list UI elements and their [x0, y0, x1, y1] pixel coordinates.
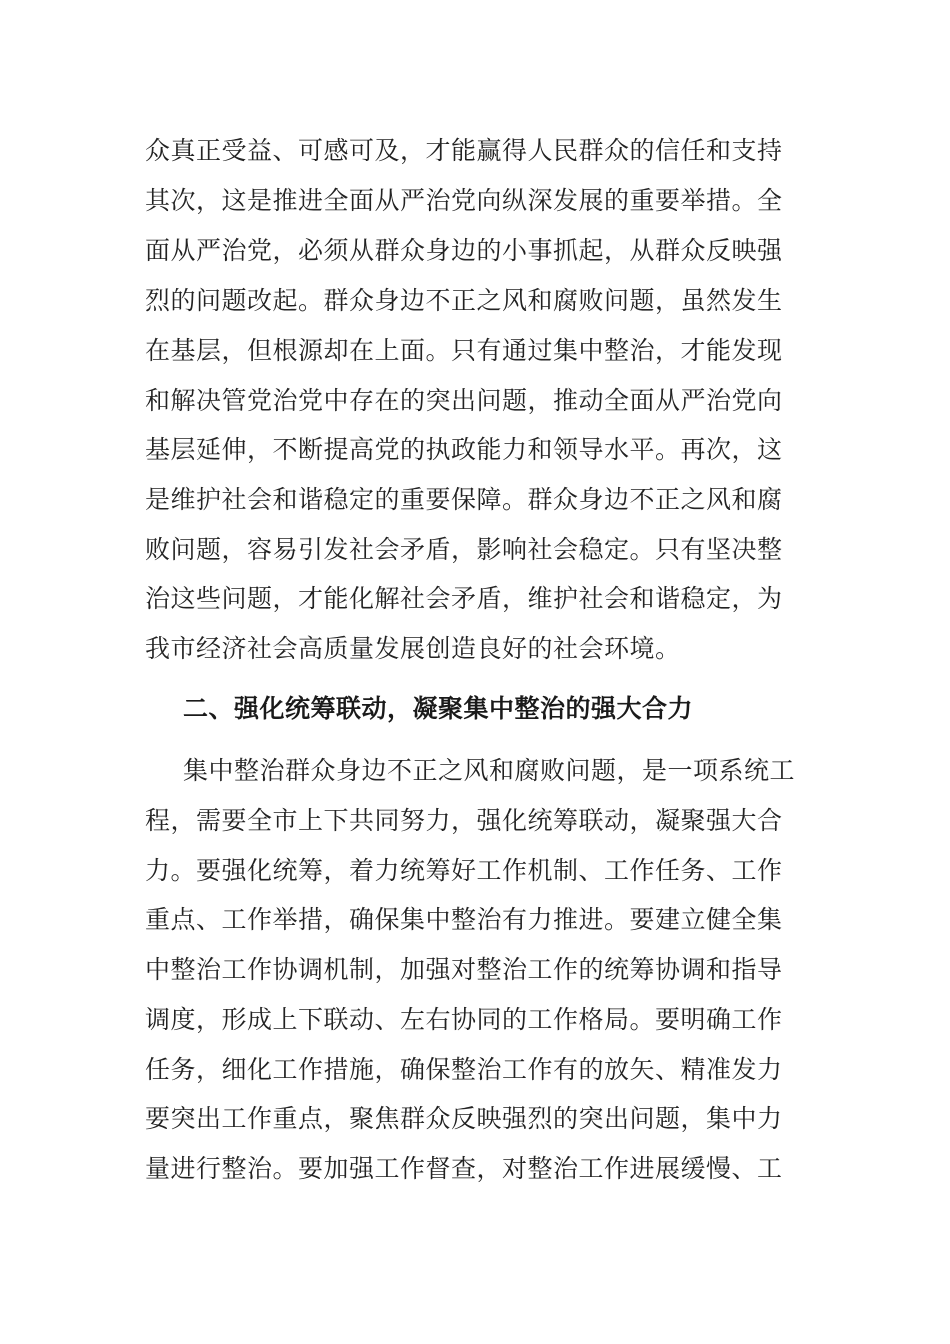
paragraph-1-line: 基层延伸，不断提高党的执政能力和领导水平。再次，这: [145, 435, 783, 464]
paragraph-2-line: 集中整治群众身边不正之风和腐败问题，是一项系统工: [183, 756, 796, 785]
paragraph-1-line: 和解决管党治党中存在的突出问题，推动全面从严治党向: [145, 386, 783, 415]
paragraph-1-line: 在基层，但根源却在上面。只有通过集中整治，才能发现: [145, 336, 783, 365]
paragraph-2-line: 力。要强化统筹，着力统筹好工作机制、工作任务、工作: [145, 856, 783, 885]
paragraph-1-line: 是维护社会和谐稳定的重要保障。群众身边不正之风和腐: [145, 485, 783, 514]
paragraph-1-line: 治这些问题，才能化解社会矛盾，维护社会和谐稳定，为: [145, 584, 783, 613]
section-heading: 二、强化统筹联动，凝聚集中整治的强大合力: [183, 694, 694, 723]
paragraph-2-line: 任务，细化工作措施，确保整治工作有的放矢、精准发力: [145, 1055, 783, 1084]
paragraph-1-line: 烈的问题改起。群众身边不正之风和腐败问题，虽然发生: [145, 286, 783, 315]
paragraph-1-line: 败问题，容易引发社会矛盾，影响社会稳定。只有坚决整: [145, 535, 783, 564]
paragraph-1-line: 面从严治党，必须从群众身边的小事抓起，从群众反映强: [145, 236, 783, 265]
paragraph-2-line: 要突出工作重点，聚焦群众反映强烈的突出问题，集中力: [145, 1104, 783, 1133]
paragraph-2-line: 调度，形成上下联动、左右协同的工作格局。要明确工作: [145, 1005, 783, 1034]
paragraph-2-line: 程，需要全市上下共同努力，强化统筹联动，凝聚强大合: [145, 806, 783, 835]
paragraph-1-line: 其次，这是推进全面从严治党向纵深发展的重要举措。全: [145, 186, 783, 215]
paragraph-1-line: 众真正受益、可感可及，才能赢得人民群众的信任和支持: [145, 136, 783, 165]
paragraph-2-line: 重点、工作举措，确保集中整治有力推进。要建立健全集: [145, 905, 783, 934]
paragraph-2-line: 中整治工作协调机制，加强对整治工作的统筹协调和指导: [145, 955, 783, 984]
paragraph-1-line: 我市经济社会高质量发展创造良好的社会环境。: [145, 634, 681, 663]
paragraph-2-line: 量进行整治。要加强工作督查，对整治工作进展缓慢、工: [145, 1154, 783, 1183]
